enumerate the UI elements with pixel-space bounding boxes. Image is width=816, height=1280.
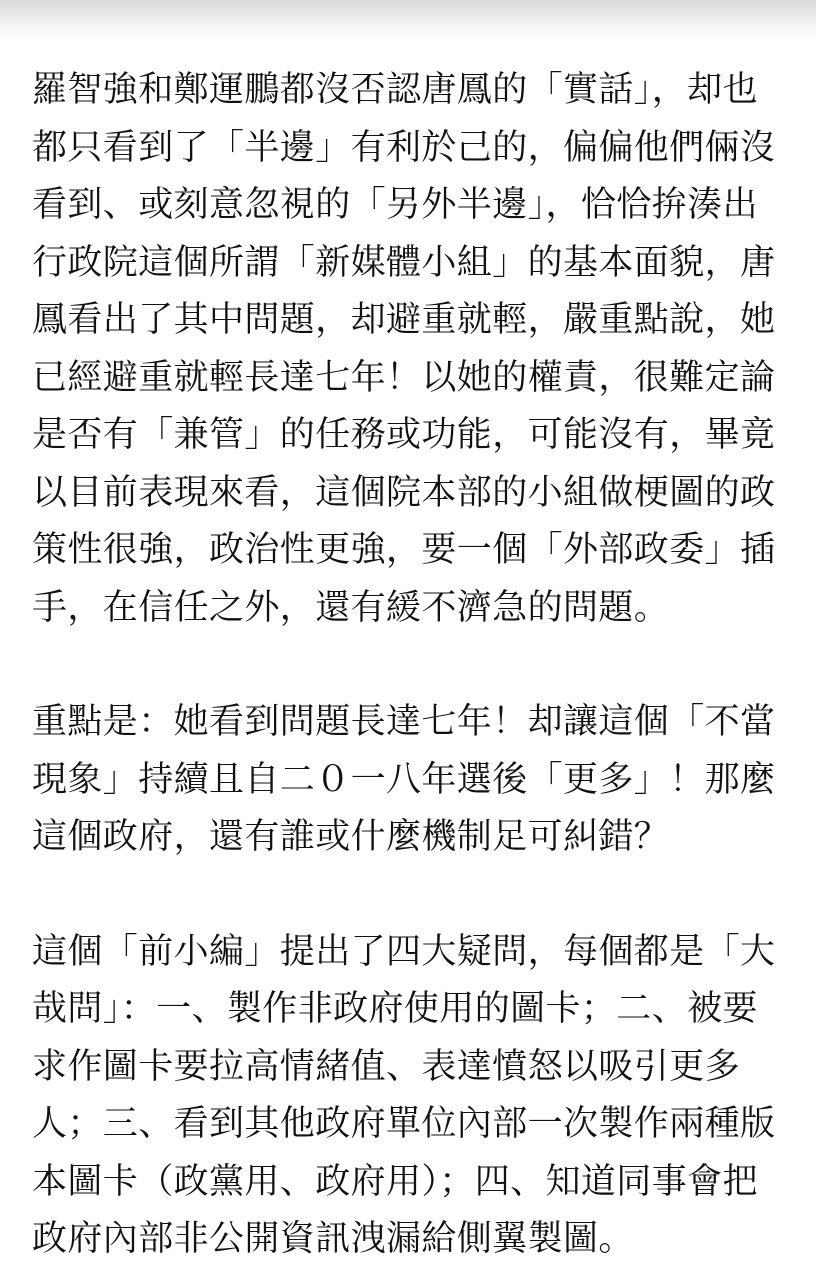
text-line: 行政院這個所謂「新媒體小組」的基本面貌，唐 [32,242,776,283]
top-edge-shadow [0,0,816,40]
text-line: 鳳看出了其中問題，却避重就輕，嚴重點說，她 [32,300,776,340]
text-line: 手，在信任之外，還有緩不濟急的問題。 [32,587,670,628]
paragraph-spacer [32,637,792,694]
text-line: 政府內部非公開資訊洩漏給側翼製圖。 [32,1219,634,1259]
text-line: 已經避重就輕長達七年！以她的權責，很難定論 [32,357,776,398]
paragraph-2 [32,694,792,867]
text-line: 現象」持續且自二０一八年選後「更多」！那麼 [32,759,776,800]
text-line: 看到、或刻意忽視的「另外半邊」，恰恰拚湊出 [32,185,758,225]
paragraph-3 [32,924,792,1269]
text-line: 重點是：她看到問題長達七年！却讓這個「不當 [32,702,776,742]
text-line: 本圖卡（政黨用、政府用）；四、知道同事會把 [32,1161,758,1202]
text-line: 羅智強和鄭運鵬都沒否認唐鳳的「實話」，却也 [32,70,758,110]
text-line: 這個政府，還有誰或什麼機制足可糾錯？ [32,817,670,857]
text-line: 這個「前小編」提出了四大疑問，每個都是「大 [32,931,776,972]
text-line: 求作圖卡要拉高情緒值、表達憤怒以吸引更多 [32,1046,741,1087]
text-line: 是否有「兼管」的任務或功能，可能沒有，畢竟 [32,415,776,455]
text-line: 都只看到了「半邊」有利於己的，偏偏他們倆沒 [32,127,776,168]
text-line: 哉問」：一、製作非政府使用的圖卡；二、被要 [32,989,758,1029]
paragraph-spacer [32,867,792,924]
text-line: 策性很強，政治性更強，要一個「外部政委」插 [32,530,776,570]
text-line: 人；三、看到其他政府單位內部一次製作兩種版 [32,1104,776,1144]
paragraph-1 [32,62,792,637]
article-body [32,62,792,1269]
text-line: 以目前表現來看，這個院本部的小組做梗圖的政 [32,472,776,513]
